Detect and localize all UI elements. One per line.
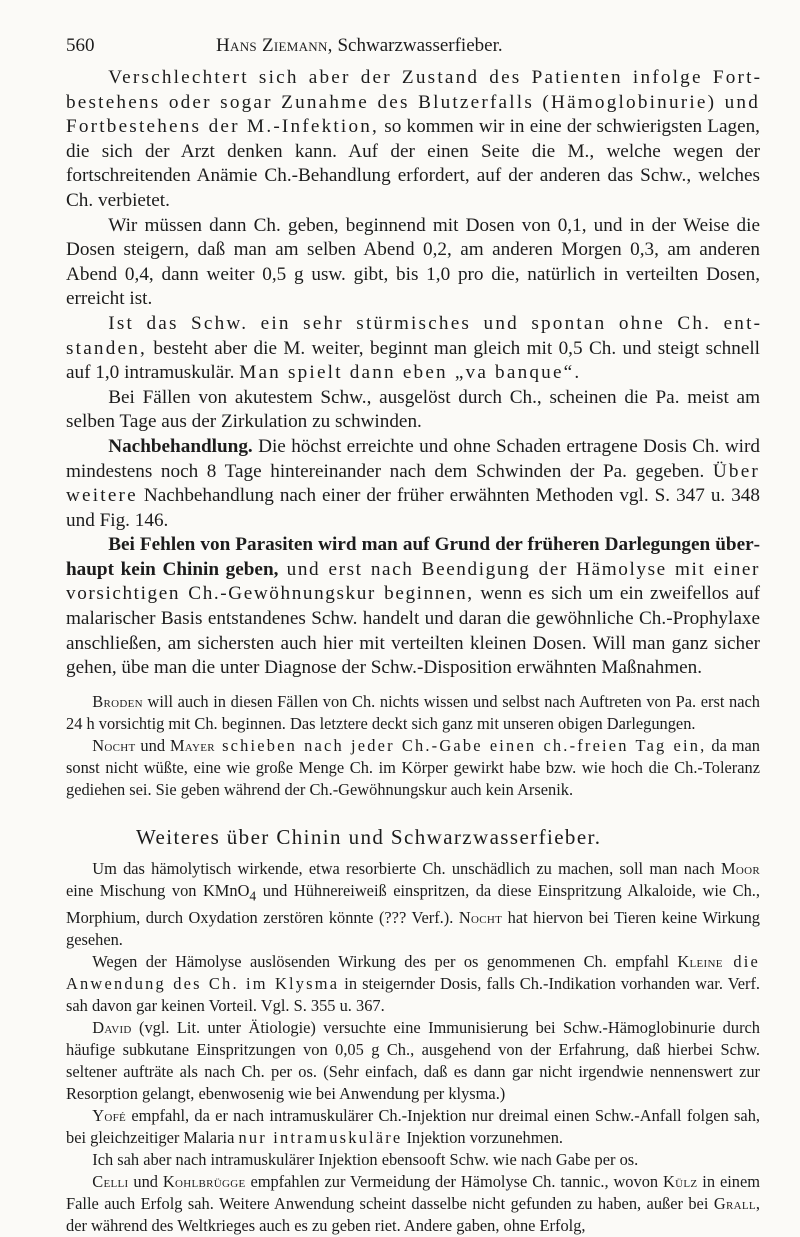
- section-heading: Weiteres über Chinin und Schwarzwasserfieber.: [136, 824, 602, 849]
- author-name: Moor: [721, 858, 760, 878]
- paragraph-text: und Hühnereiweiß einspritzen, da diese Einspritzung Alkaloide, wie Ch., Morphium, durch Oxydation zerstören könnte (??? Verf.).: [66, 880, 760, 928]
- running-header: [66, 30, 760, 62]
- paragraph-text: und: [128, 1172, 163, 1192]
- spaced-text: Über weitere: [66, 460, 760, 507]
- paragraph-text: eine Mischung von KMnO: [66, 880, 250, 900]
- paragraph: [66, 312, 760, 386]
- paragraph-text: empfahl, da er nach intramuskulärer Ch.-Injektion nur dreimal einen Schw.-Anfall folgen sah, bei gleichzeitiger Malaria: [66, 1106, 760, 1148]
- paragraph-text: Injektion vorzunehmen.: [402, 1128, 564, 1148]
- author-name: Grall: [713, 1194, 756, 1214]
- paragraph-text: besteht aber die M. weiter, beginnt man gleich mit 0,5 Ch. und steigt schnell auf 1,0 intramuskulär.: [66, 337, 760, 384]
- author-name: Yofé: [92, 1106, 127, 1126]
- author-name: Broden: [92, 691, 143, 711]
- spaced-text: die Anwendung des Ch. im Klysma: [66, 952, 761, 994]
- paragraph-text: Die höchst erreichte und ohne Schaden ertragene Dosis Ch. wird mindestens noch 8 Tage hintereinander nach dem Schwinden der Pa. gegeben.: [66, 435, 760, 482]
- paragraph-text: will auch in diesen Fällen von Ch. nichts wissen und selbst nach Auftreten von Pa. erst nach 24 h vorsichtig mit Ch. beginnen. Das letztere deckt sich ganz mit unseren obigen Darlegungen.: [66, 691, 760, 733]
- paragraph-text: in steigernder Dosis, falls Ch.-Indikation vorhanden war. Verf. sah davon gar keinen Vorteil. Vgl. S. 355 u. 367.: [66, 974, 761, 1016]
- author-name: Nocht: [92, 735, 136, 755]
- paragraph-text: , der während des Weltkrieges auch es zu geben riet. Andere gaben, ohne Erfolg,: [66, 1194, 760, 1236]
- subscript: 4: [249, 888, 257, 904]
- paragraph: Bei Fällen von akutestem Schw., ausgelöst durch Ch., scheinen die Pa. meist am selben Tage aus der Zirkulation zu schwinden.: [66, 386, 760, 433]
- paragraph-text: Nachbehandlung nach einer der früher erwähnten Methoden vgl. S. 347 u. 348 und Fig. 146.: [66, 485, 760, 531]
- spaced-text: und erst nach Beendigung der Hämolyse mit einer vorsichtigen Ch.-Gewöhnungskur beginnen,: [66, 558, 760, 605]
- spaced-text: Ist das Schw. ein sehr stürmisches und spontan ohne Ch. entstanden,: [66, 312, 760, 359]
- page-number: 560: [66, 35, 95, 56]
- paragraph: Wir müssen dann Ch. geben, beginnend mit Dosen von 0,1, und in der Weise die Dosen steigern, daß man am selben Abend 0,2, am anderen Morgen 0,3, am anderen Abend 0,4, dann weiter 0,5 g usw. gibt, bis 1,0 pro die, natürlich in verteilten Dosen, erreicht ist.: [66, 214, 760, 310]
- paragraph: [66, 435, 760, 533]
- paragraph: [66, 691, 760, 735]
- paragraph-text: Wegen der Hämolyse auslösenden Wirkung des per os genommenen Ch. empfahl: [92, 952, 678, 972]
- spaced-text: nur intramuskuläre: [238, 1128, 403, 1148]
- small-print-notes: [66, 691, 760, 801]
- paragraph-text: so kommen wir in eine der schwierigsten Lagen, die sich der Arzt denken kann. Auf der einen Seite die M., welche wegen der fortschreitenden Anämie Ch.-Behandlung erfordert, auf der anderen das Schw., welches Ch. verbietet.: [66, 116, 760, 211]
- spaced-text: schieben nach jeder Ch.-Gabe einen ch.-freien Tag ein,: [214, 735, 707, 755]
- bold-statement: Bei Fehlen von Parasiten wird man auf Grund der früheren Darlegungen überhaupt kein Chinin geben,: [66, 534, 760, 580]
- running-title: [216, 30, 503, 62]
- author-name: Nocht: [458, 908, 503, 928]
- paragraph-text: empfahlen zur Vermeidung der Hämolyse Ch. tannic., wovon: [245, 1172, 663, 1192]
- paragraph-text: hat hiervon bei Tieren keine Wirkung gesehen.: [66, 908, 760, 950]
- paragraph: [66, 1171, 760, 1237]
- paragraph: Ich sah aber nach intramuskulärer Injektion ebensooft Schw. wie nach Gabe per os.: [92, 1150, 639, 1170]
- author-name: Külz: [662, 1172, 698, 1192]
- paragraph: [66, 735, 760, 801]
- paragraph: [66, 1017, 760, 1105]
- paragraph: [66, 951, 760, 1017]
- header-title: Schwarzwasserfieber.: [337, 35, 503, 56]
- paragraph: [66, 533, 760, 681]
- author-name: Kleine: [677, 952, 723, 972]
- paragraph-text: da man sonst nicht wüßte, eine wie große Menge Ch. im Körper gewirkt habe bzw. wie hoch die Ch.-Toleranz gediehen sei. Sie geben während der Ch.-Gewöhnungskur auch kein Arsenik.: [66, 735, 761, 799]
- paragraph: [66, 66, 760, 214]
- section-heading-inline: Nachbehandlung.: [108, 435, 253, 457]
- spaced-text: Verschlechtert sich aber der Zustand des Patienten infolge Fortbestehens oder sogar Zunahme des Blutzerfalls (Hämoglobinurie) und Fortbestehens der M.-Infektion,: [66, 67, 760, 138]
- paragraph-text: und: [135, 735, 170, 755]
- paragraph-text: in einem Falle auch Erfolg sah. Weitere Anwendung scheint dasselbe nicht gefunden zu haben, außer bei: [66, 1172, 760, 1214]
- author-name: Mayer: [169, 735, 215, 755]
- header-author: Hans Ziemann,: [216, 35, 333, 56]
- paragraph-text: Um das hämolytisch wirkende, etwa resorbierte Ch. unschädlich zu machen, soll man nach: [92, 858, 721, 878]
- section-two-text: [66, 858, 760, 1237]
- spaced-text: Man spielt dann eben „va banque“.: [239, 362, 582, 384]
- author-name: David: [92, 1018, 132, 1038]
- paragraph: [66, 858, 760, 951]
- main-text: [66, 66, 760, 681]
- book-page: [66, 30, 760, 1237]
- author-name: Celli: [92, 1172, 129, 1192]
- paragraph: [66, 1105, 760, 1149]
- author-name: Kohlbrügge: [162, 1172, 246, 1192]
- paragraph-text: wenn es sich um ein zweifellos auf malarischer Basis entstandenes Schw. handelt und daran die gewöhnliche Ch.-Prophylaxe anschließen, am sichersten auch hier mit verteilten kleinen Dosen. Will man ganz sicher gehen, übe man die unter Diagnose der Schw.-Disposition erwähnten Maßnahmen.: [66, 583, 760, 679]
- paragraph-text: (vgl. Lit. unter Ätiologie) versuchte eine Immunisierung bei Schw.-Hämoglobinurie durch häufige subkutane Einspritzungen von 0,05 g Ch., ausgehend von der Erfahrung, daß hierbei Schw. seltener aufträte als nach Ch. per os. (Sehr einfach, daß es dann gar nicht irgendwie nennenswert zur Resorption gelangt, ebenwosenig wie bei Anwendung per klysma.): [66, 1018, 760, 1104]
